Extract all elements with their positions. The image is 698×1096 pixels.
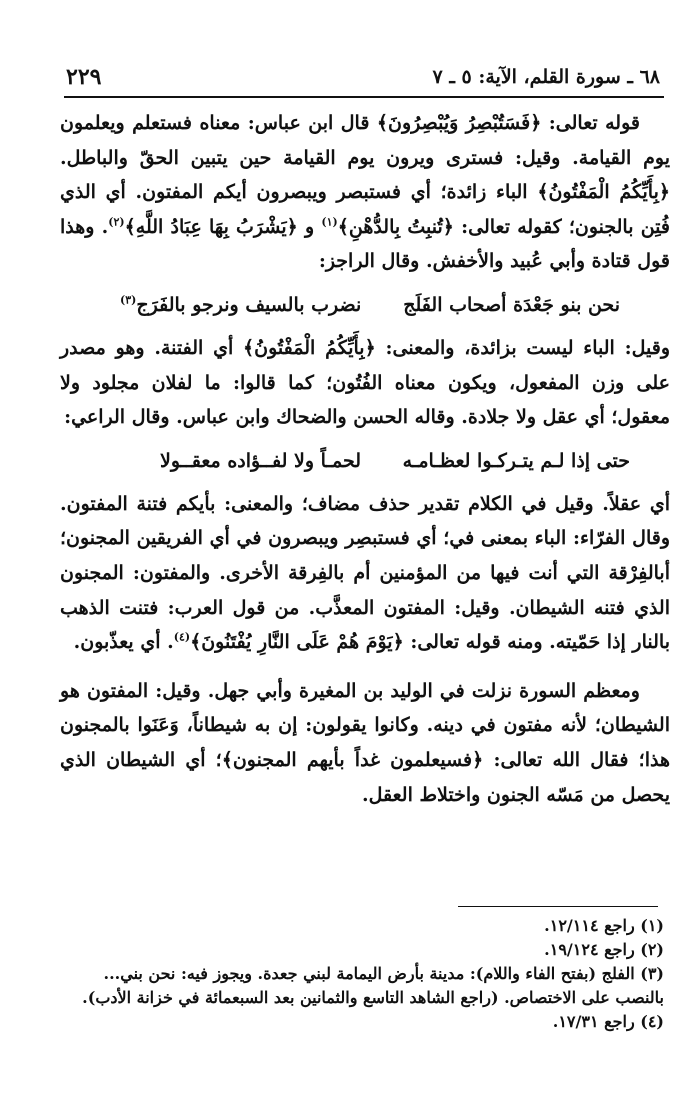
spacer [60,660,670,674]
verse-2-first-hemistich: حتى إذا لـم يتـركـوا لعظـامـه [402,449,630,472]
paragraph-2: وقيل: الباء ليست بزائدة، والمعنى: ﴿بِأَيِّكُمُ الْمَفْتُونُ﴾ أي الفتنة. وهو مصدر على وزن المفعول، ويكون معناه الفُتُون؛ كما قالوا: ما لفلان مجلود ولا معقول؛ أي عقل ولا جلادة. وقاله الحسن والضحاك وابن عباس. وقال الراعي: [60,336,670,429]
paragraph-4: ومعظم السورة نزلت في الوليد بن المغيرة وأبي جهل. وقيل: المفتون هو الشيطان؛ لأنه مفتون في دينه. وكانوا يقولون: إن به شيطاناً، وَعَنَوا بالمجنون هذا؛ فقال الله تعالى: ﴿فسيعلمون غداً بأيهم المجنون﴾؛ أي الشيطان الذي يحصل من مَسّه الجنون واختلاط العقل. [60,679,670,806]
paragraph-3-text: أي عقلاً. وقيل في الكلام تقدير حذف مضاف؛ والمعنى: بأيكم فتنة المفتون. وقال الفرّاء: الباء بمعنى في؛ أي فستبصِر ويبصرون في أي الفريقين المجنون؛ أبالفِرْقة التي أنت فيها من المؤمنين أم بالفِرقة الأخرى. والمفتون: المجنون الذي فتنه الشيطان. وقيل: المفتون المعذَّب. من قول العرب: فتنت الذهب بالنار إذا حَمّيته. ومنه قوله تعالى: ﴿يَوْمَ هُمْ عَلَى النَّارِ يُفْتَنُونَ﴾ [60,492,670,654]
paragraph-3 [60,487,670,660]
footnote-ref-1[interactable]: (١) [321,215,338,229]
footnote-1: (١) راجع ١٢/١١٤. [544,916,664,935]
poetry-verse-2 [60,441,670,481]
paragraph-1-text: قوله تعالى: ﴿فَسَتُبْصِرُ وَيُبْصِرُونَ﴾ قال ابن عباس: معناه فستعلم ويعلمون يوم القيامة. وقيل: فسترى ويرون يوم القيامة حين يتبين الحقّ والباطل. ﴿بِأَيِّكُمُ الْمَفْتُونُ﴾ الباء زائدة؛ أي فستبصر ويبصرون أيكم المفتون. أي الذي فُتِن بالجنون؛ كقوله تعالى: ﴿تُنبِتُ بِالدُّهْنِ﴾ [60,112,670,238]
verse-2-second-hemistich: لحمـاً ولا لفــؤاده معقــولا [160,449,362,472]
verse-1-second-hemistich: نضرب بالسيف ونرجو بالفَرَج$^{(٣)}$ [120,293,362,316]
page-number: ٢٢٩ [66,64,102,90]
footnotes [64,914,664,1034]
footnote-2: (٢) راجع ١٩/١٢٤. [544,940,664,959]
footnote-ref-3[interactable]: (٣) [120,293,137,307]
footnote-ref-2[interactable]: (٢) [108,215,125,229]
poetry-verse-1 [60,285,670,325]
paragraph-1-end: . وهذا قول قتادة وأبي عُبيد والأخفش. وقال الراجز: [60,215,670,273]
page-header [64,62,664,98]
footnote-divider [458,906,658,907]
footnote-ref-4[interactable]: (٤) [173,630,191,644]
main-text [60,106,670,812]
verse-1-first-hemistich: نحن بنو جَعْدَة أصحاب الفَلَج [403,293,620,316]
surah-title: ٦٨ ـ سورة القلم، الآية: ٥ ـ ٧ [432,66,660,88]
footnote-3: (٣) الفلج (بفتح الفاء واللام): مدينة بأرض اليمامة لبني جعدة. ويجوز فيه: نحن بني... بالنصب على الاختصاص. (راجع الشاهد التاسع والثمانين بعد السبعمائة في خزانة الأدب). [82,964,664,1007]
paragraph-3-end: . أي يعذّبون. [73,631,174,654]
paragraph-1-mid: و ﴿يَشْرَبُ بِهَا عِبَادُ اللَّهِ﴾ [124,215,322,238]
paragraph-1 [60,106,670,279]
footnote-4: (٤) راجع ١٧/٣١. [552,1012,664,1031]
